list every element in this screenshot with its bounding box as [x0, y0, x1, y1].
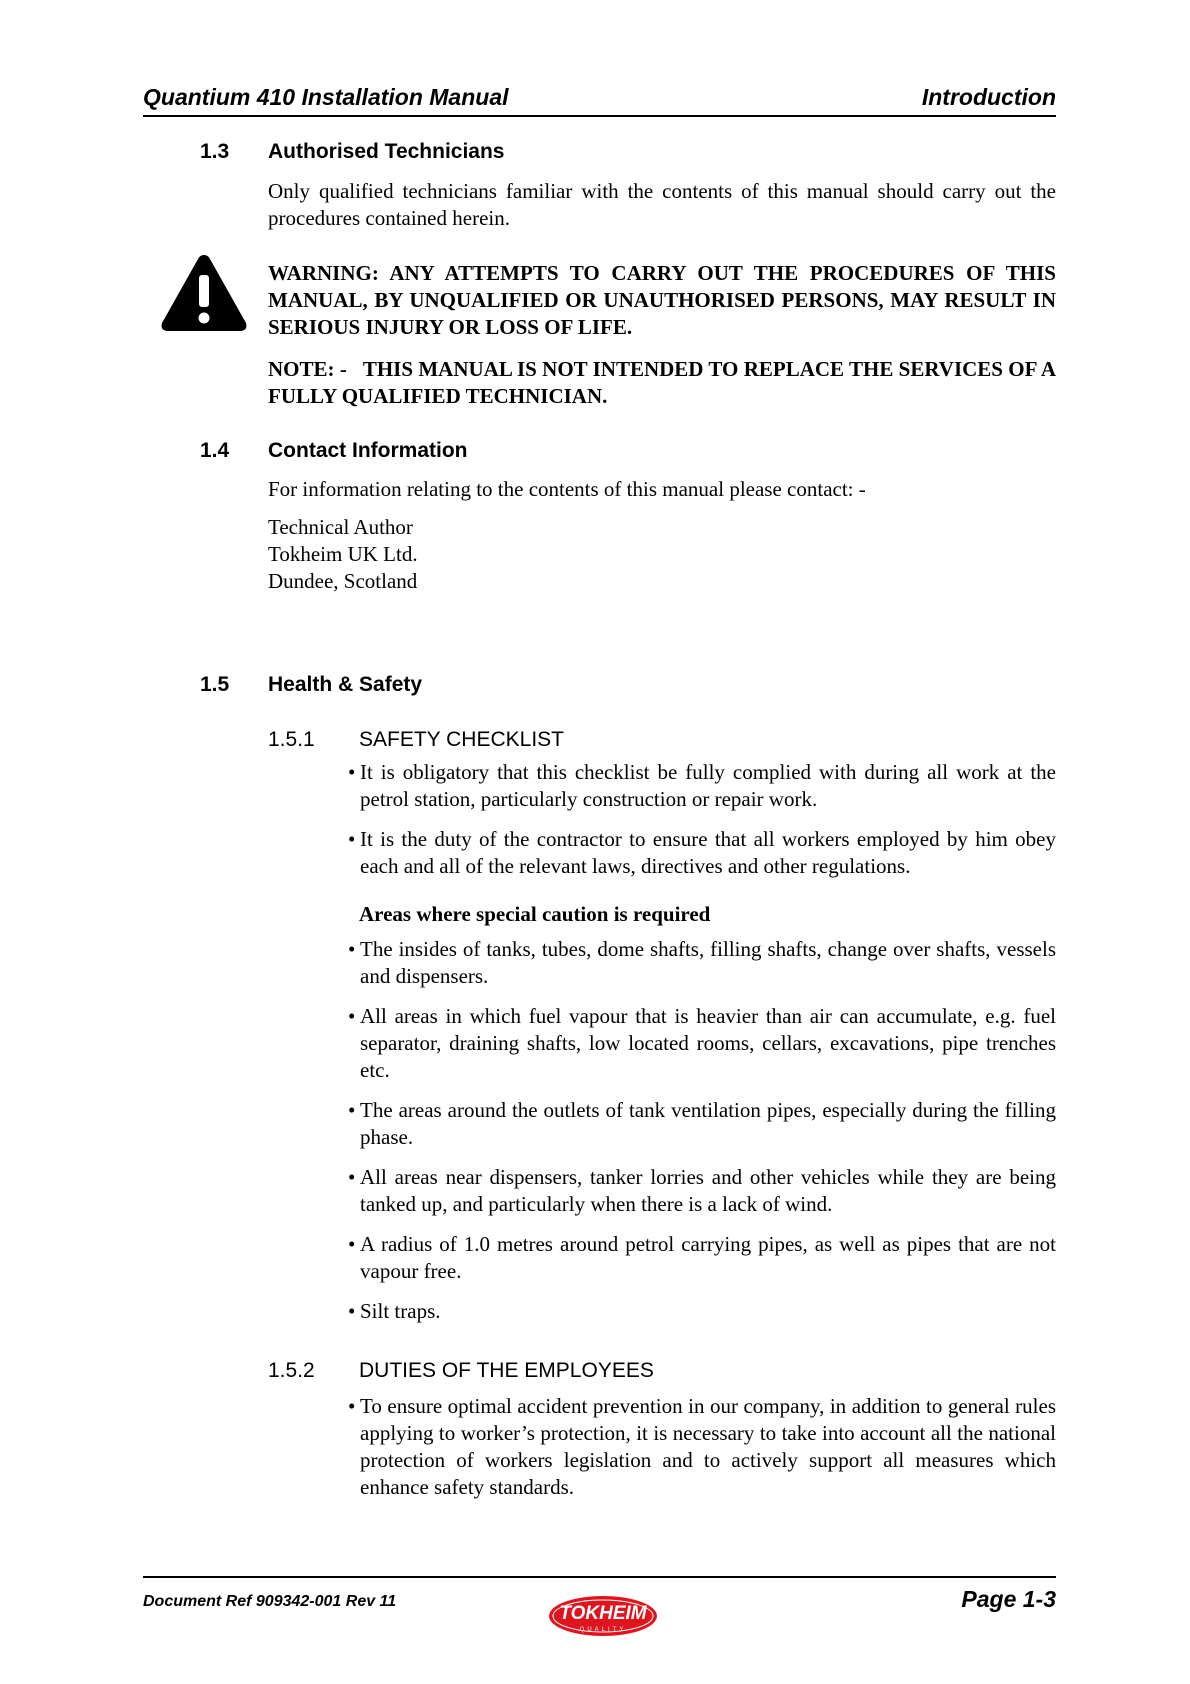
manual-title: Quantium 410 Installation Manual — [143, 84, 509, 110]
logo-subtext: QUALITY — [579, 1627, 627, 1633]
warning-icon — [158, 252, 250, 334]
list-item: • Silt traps. — [348, 1299, 441, 1323]
section-1-5-number: 1.5 — [200, 673, 230, 696]
list-item: • To ensure optimal accident prevention in our company, in addition to general rules applying to worker’s protection, it is necessary to take into account all the national protection of workers legislation and to actively support all measures which enhance safety standards. — [348, 1394, 1056, 1499]
section-1-3-number: 1.3 — [200, 140, 230, 163]
list-item: • All areas in which fuel vapour that is heavier than air can accumulate, e.g. fuel separator, draining shafts, low located rooms, cellars, excavations, pipe trenches etc. — [348, 1004, 1056, 1082]
contact-address — [268, 514, 418, 595]
address-line: Technical Author — [268, 515, 413, 539]
section-1-4-number: 1.4 — [200, 439, 230, 462]
section-1-3-title: Authorised Technicians — [268, 140, 505, 163]
document-ref: Document Ref 909342-001 Rev 11 — [143, 1593, 397, 1610]
list-item: • A radius of 1.0 metres around petrol carrying pipes, as well as pipes that are not vapour free. — [348, 1232, 1056, 1283]
footer-rule — [143, 1576, 1056, 1578]
note-label: NOTE: - — [268, 357, 347, 381]
areas-heading: Areas where special caution is required — [359, 902, 711, 926]
tokheim-logo — [548, 1595, 658, 1637]
address-line: Dundee, Scotland — [268, 569, 418, 593]
note-block — [268, 356, 1056, 410]
subsection-1-5-1-title: SAFETY CHECKLIST — [359, 728, 564, 751]
address-line: Tokheim UK Ltd. — [268, 542, 418, 566]
list-item: • All areas near dispensers, tanker lorries and other vehicles while they are being tanked up, and particularly when there is a lack of wind. — [348, 1165, 1056, 1216]
section-1-4-body: For information relating to the contents of this manual please contact: - — [268, 477, 866, 501]
warning-text: WARNING: ANY ATTEMPTS TO CARRY OUT THE PROCEDURES OF THIS MANUAL, BY UNQUALIFIED OR UNAUTHORISED PERSONS, MAY RESULT IN SERIOUS INJURY OR LOSS OF LIFE. — [268, 261, 1056, 339]
page-number: Page 1-3 — [961, 1586, 1056, 1612]
note-text: THIS MANUAL IS NOT INTENDED TO REPLACE THE SERVICES OF A FULLY QUALIFIED TECHNICIAN. — [268, 357, 1057, 408]
logo-text: TOKHEIM — [559, 1603, 647, 1624]
list-item: • The insides of tanks, tubes, dome shafts, filling shafts, change over shafts, vessels and dispensers. — [348, 937, 1056, 988]
list-item: • It is obligatory that this checklist be fully complied with during all work at the petrol station, particularly construction or repair work. — [348, 760, 1056, 811]
list-item: • The areas around the outlets of tank ventilation pipes, especially during the filling phase. — [348, 1098, 1056, 1149]
section-1-3-body: Only qualified technicians familiar with the contents of this manual should carry out the procedures contained herein. — [268, 179, 1056, 230]
subsection-1-5-1-number: 1.5.1 — [268, 728, 315, 751]
list-item: • It is the duty of the contractor to ensure that all workers employed by him obey each and all of the relevant laws, directives and other regulations. — [348, 827, 1056, 878]
subsection-1-5-2-number: 1.5.2 — [268, 1359, 315, 1382]
section-1-4-title: Contact Information — [268, 439, 468, 462]
header-rule — [143, 115, 1056, 117]
section-1-5-title: Health & Safety — [268, 673, 423, 696]
subsection-1-5-2-title: DUTIES OF THE EMPLOYEES — [359, 1359, 654, 1382]
chapter-title: Introduction — [921, 84, 1056, 110]
